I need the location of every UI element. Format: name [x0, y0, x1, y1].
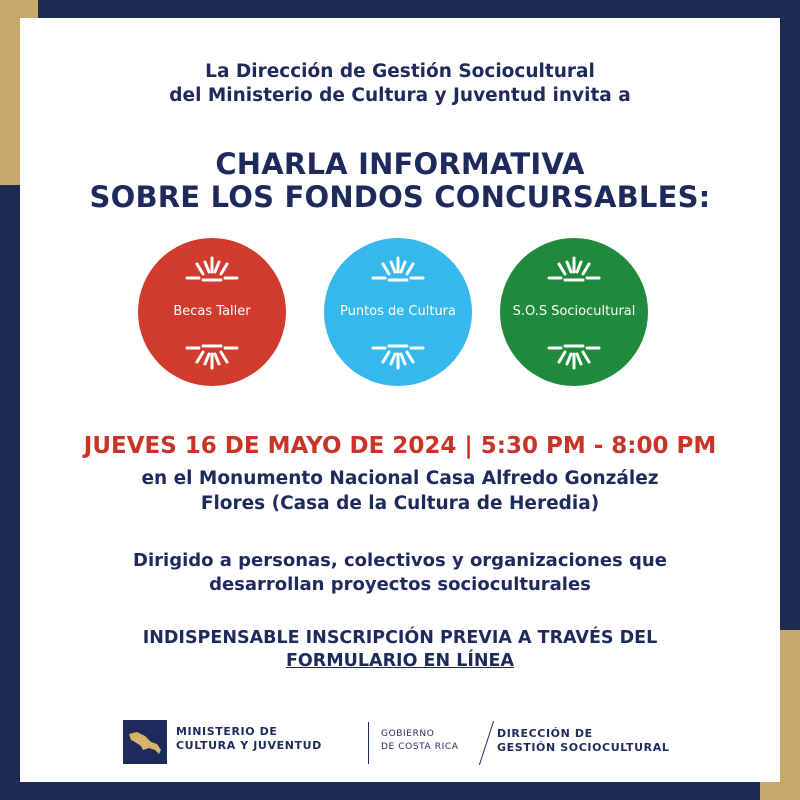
- ministry-line-2: CULTURA Y JUVENTUD: [176, 739, 322, 752]
- program-circle-becas-taller: [138, 238, 286, 386]
- department-line-2: GESTIÓN SOCIOCULTURAL: [497, 741, 670, 754]
- location-line-2: Flores (Casa de la Cultura de Heredia): [200, 493, 600, 514]
- ornament-bottom-icon: [367, 342, 429, 372]
- location-line-1: en el Monumento Nacional Casa Alfredo González: [141, 468, 659, 489]
- registration-notice: [0, 627, 800, 673]
- title-line-1: CHARLA INFORMATIVA: [215, 147, 585, 181]
- gold-accent-bottom-right: [760, 782, 800, 800]
- program-label: Puntos de Cultura: [339, 304, 456, 319]
- ornament-top-icon: [367, 254, 429, 284]
- ornament-top-icon: [543, 254, 605, 284]
- audience-line-2: desarrollan proyectos socioculturales: [209, 574, 591, 595]
- program-circle-puntos-de-cultura: [324, 238, 472, 386]
- program-circle-sos-sociocultural: [500, 238, 648, 386]
- government-line-1: GOBIERNO: [381, 729, 435, 739]
- ornament-bottom-icon: [181, 342, 243, 372]
- ministry-name: [176, 725, 322, 753]
- title-line-2: SOBRE LOS FONDOS CONCURSABLES:: [89, 180, 711, 214]
- ornament-top-icon: [181, 254, 243, 284]
- government-name: [381, 728, 459, 754]
- government-line-2: DE COSTA RICA: [381, 742, 459, 752]
- intro-text: [0, 60, 800, 108]
- intro-line-2: del Ministerio de Cultura y Juventud invita a: [169, 85, 631, 106]
- department-name: [497, 727, 669, 755]
- costa-rica-map-logo-icon: [123, 720, 167, 764]
- footer-divider: [368, 722, 369, 764]
- ministry-line-1: MINISTERIO DE: [176, 725, 278, 738]
- program-label: S.O.S Sociocultural: [512, 304, 636, 319]
- event-date-time: JUEVES 16 DE MAYO DE 2024 | 5:30 PM - 8:00 PM: [83, 433, 717, 459]
- department-line-1: DIRECCIÓN DE: [497, 727, 593, 740]
- online-form-link[interactable]: FORMULARIO EN LÍNEA: [285, 651, 515, 671]
- ornament-bottom-icon: [543, 342, 605, 372]
- event-location: [0, 466, 800, 516]
- intro-line-1: La Dirección de Gestión Sociocultural: [205, 61, 595, 82]
- program-label: Becas Taller: [173, 304, 251, 319]
- registration-line-1: INDISPENSABLE INSCRIPCIÓN PREVIA A TRAVÉS DEL: [142, 628, 658, 648]
- event-title: [0, 148, 800, 214]
- audience-text: [0, 549, 800, 597]
- audience-line-1: Dirigido a personas, colectivos y organizaciones que: [133, 550, 667, 571]
- costa-rica-silhouette-icon: [123, 720, 167, 764]
